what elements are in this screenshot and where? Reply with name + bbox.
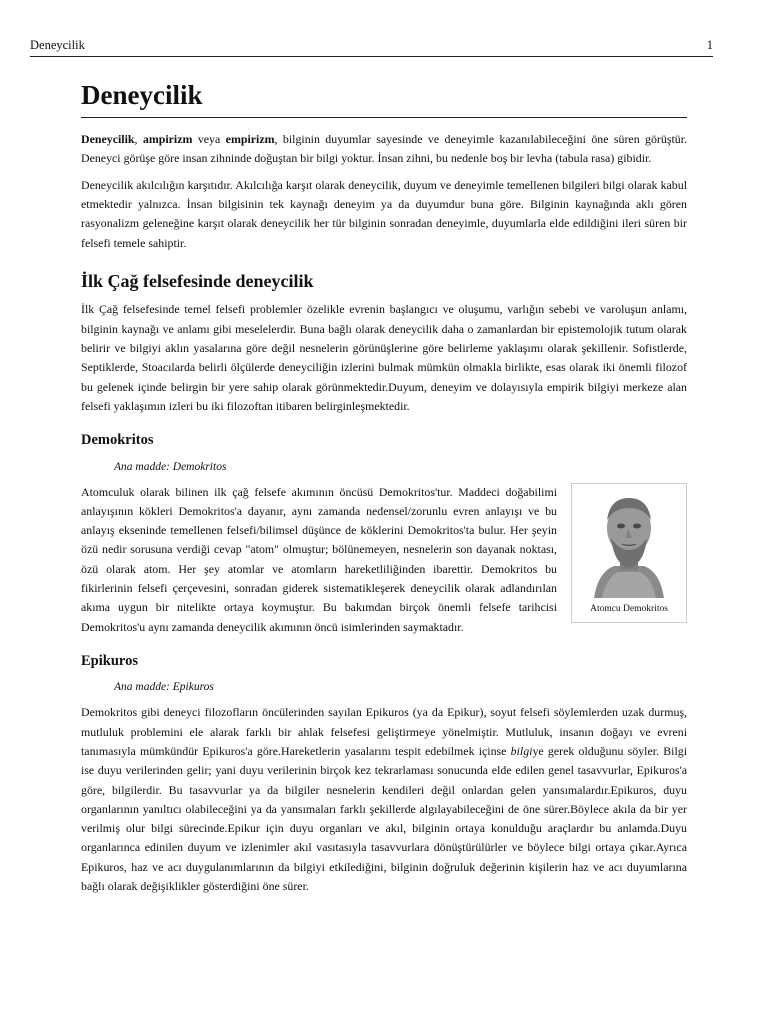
page-number: 1 [706, 38, 713, 52]
epikuros-paragraph: Demokritos gibi deneyci filozofların öncülerinden sayılan Epikuros (ya da Epikur), soyut felsefi söylemlerden uzak durmuş, mutluluk problemini ele alarak farklı bir ahlak felsefesi geliştirmeye yönelmiştir. Mutluluk, insanın doğayı ve evreni tanımasıyla mümkündür Epikuros'a göre.Hareketlerin yasalarını tespit edebilmek içinse bilgiye gerek olduğunu söyler. Bilgi ise duyu verilerinden gelir; yani duyu verilerinin birçok kez tekrarlaması sonucunda elde edilen genel tasavvurlar, Epikuros'a göre, bilgilerdir. Bu tasavvurlar ya da bilgiler nesnelerin kendileri değil onlardan gelen yansımalardır.Epikuros, duyu organlarının yanıltıcı olabileceğini ya da yansımaları farklı şekillerde algılayabileceğini de öne sürer.Böylece akıla da bir yer verilmiş olur bilgi sürecinde.Epikur için duyu organları ve akıl, bilginin ortaya konulduğu araçlardır bu anlamda.Duyu organlarınca edinilen duyum ve izlenimler akıl vasıtasıyla tasavvurlara dönüştürülürler ve böylece bilgi ortaya çıkar.Ayrıca Epikuros, haz ve acı duygulanımlarının da bilgiyi etkilediğini, bilginin doğruluk değerinin kişilerin haz ve acı duyumlarına bağlı olarak değişiklikler gösterdiğini öne sürer. [81, 705, 687, 894]
running-header [30, 38, 713, 57]
demokritos-paragraph: Atomculuk olarak bilinen ilk çağ felsefe akımının öncüsü Demokritos'tur. Maddeci doğabilimi anlayışının kökleri Demokritos'a dayanır, aynı zamanda nedensel/zorunlu evren anlayışı ve bu anlayış ekseninde temellenen felsefi/bilimsel düşünce de köklerini Demokritos'ta bulur. Her şeyin özü nedir sorusuna verdiği cevap "atom" olmuştur; bölünemeyen, nesnelerin son dayanak noktası, özü olarak atom. Her şey atomlar ve atomların hareketliliğinden ibarettir. Demokritos bu fikirlerinin felsefi çerçevesini, sonradan giderek sistematikleşerek deneycilik olarak adlandırılan akıma uygun bir nitelikte ortaya koymuştur. Bu bakımdan birçok önemli felsefe tarihcisi Demokritos'u aynı zamanda deneycilik akımının öncü isimlerinden saymaktadır. [81, 484, 557, 634]
article-body [81, 80, 687, 903]
subsection-heading-epikuros: Epikuros [81, 652, 138, 669]
term-empirizm: empirizm [225, 132, 275, 147]
term-deneycilik: Deneycilik [81, 132, 135, 147]
intro-paragraph-2: Deneycilik akılcılığın karşıtıdır. Akılcılığa karşıt olarak deneycilik, duyum ve deneyimle temellenen bilgileri bilgi olarak kabul etmektedir yalnızca. İnsan bilgisinin tek kaynağı deneyim ya da duyumdur buna göre. Bilginin kaynağında aklı gören rasyonalizm geleneğine karşıt olarak deneycilik her tür bilginin sonradan deneyimle, duyumlarla elde edildiğini ileri süren bir felsefi temele sahiptir. [81, 177, 687, 250]
main-article-link-demokritos[interactable]: Ana madde: Demokritos [114, 460, 227, 473]
link-bilgi[interactable]: bilgi [510, 743, 533, 758]
demokritos-figure [571, 483, 687, 623]
subsection-heading-demokritos: Demokritos [81, 432, 154, 449]
figure-caption: Atomcu Demokritos [590, 603, 668, 614]
demokritos-bust-image[interactable] [584, 490, 674, 598]
main-article-link-epikuros[interactable]: Ana madde: Epikuros [114, 681, 214, 694]
article-title: Deneycilik [81, 80, 687, 118]
section-paragraph-ilk-cag: İlk Çağ felsefesinde temel felsefi problemler özelikle evrenin başlangıcı ve oluşumu, varlığın sebebi ve varoluşun anlamı, bilginin kaynağı ve anlamı gibi meselelerdir. Buna bağlı olarak deneycilik daha o zamanlardan bir epistemolojik tutum olarak belirir ve bilgiyi aklın yasalarına göre değil nesnelerin görünüşlerine göre belirleme yaklaşımı olarak şekillenir. Sofistlerde, Septiklerde, Stoacılarda belirli ölçülerde deneyciliğin izlerini bulmak mümkün olmakla birlikte, esas olarak iki önemli filozof bu gelenek içinde belirgin bir yere sahip olarak görünmektedir.Duyum, deneyim ve dolayısıyla empirik bilgiyi merkeze alan felsefi yaklaşımın izleri bu iki filozoftan itibaren belirginleşmektedir. [81, 302, 687, 413]
running-header-title: Deneycilik [30, 38, 85, 52]
intro-paragraph-1: Deneycilik, ampirizm veya empirizm, bilginin duyumlar sayesinde ve deneyimle kazanılabileceğini öne süren görüştür. Deneyci görüşe göre insan zihninde doğuştan bir bilgi yoktur. İnsan zihni, bu nedenle boş bir levha (tabula rasa) gibidir. [81, 132, 687, 166]
term-ampirizm: ampirizm [142, 132, 193, 147]
section-heading-ilk-cag: İlk Çağ felsefesinde deneycilik [81, 270, 314, 291]
